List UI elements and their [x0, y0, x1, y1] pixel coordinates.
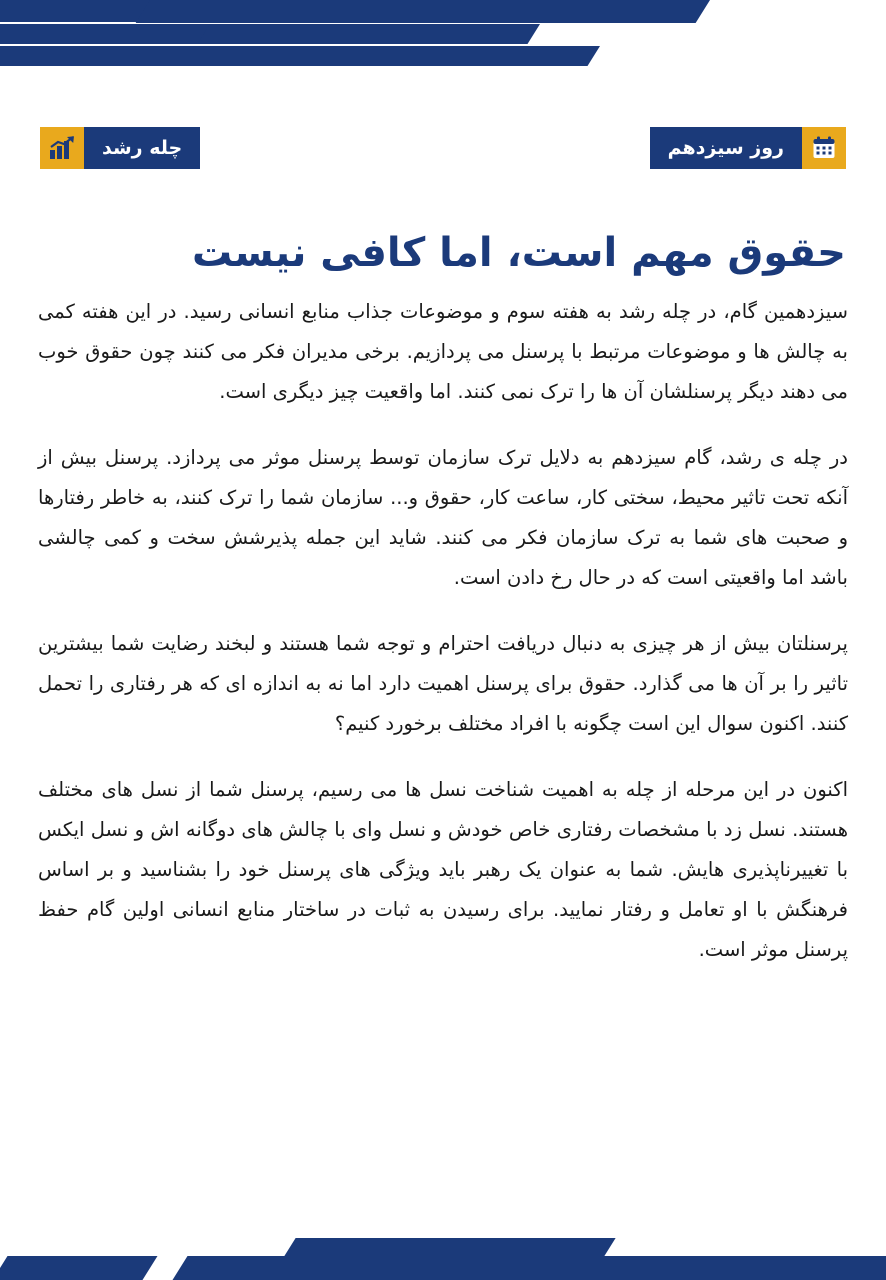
- day-badge-label: روز سیزدهم: [650, 127, 802, 169]
- deco-stripe-4: [198, 24, 540, 44]
- deco-stripe-2: [136, 0, 710, 23]
- deco-stripe-5: [0, 46, 600, 66]
- brand-label: چله رشد: [84, 127, 200, 169]
- deco-stripe-bottom-1: [284, 1238, 615, 1256]
- top-decoration-banner: [0, 0, 886, 70]
- day-badge: [650, 127, 846, 169]
- article-body: [0, 292, 886, 970]
- paragraph-1: سیزدهمین گام، در چله رشد به هفته سوم و موضوعات جذاب منابع انسانی رسید. در این هفته کمی به چالش ها و موضوعات مرتبط با پرسنل می پردازیم. برخی مدیران فکر می کنند چون حقوق خوب می دهند دیگر پرسنلشان آن ها را ترک نمی کنند. اما واقعیت چیز دیگری است.: [38, 300, 848, 403]
- bottom-decoration-banner: [0, 1220, 886, 1280]
- paragraph-4: اکنون در این مرحله از چله به اهمیت شناخت نسل ها می رسیم، پرسنل شما از نسل های مختلف هستند. نسل زد با مشخصات رفتاری خاص خودش و نسل وای با چالش های دوگانه اش و نسل ایکس با تغییرناپذیری هایش. شما به عنوان یک رهبر باید ویژگی های پرسنل خود را بشناسید و بر اساس فرهنگش با او تعامل و رفتار نمایید. برای رسیدن به ثبات در ساختار منابع انسانی اولین گام حفظ پرسنل موثر است.: [38, 777, 848, 961]
- brand-badge: [40, 127, 200, 169]
- paragraph-3: پرسنلتان بیش از هر چیزی به دنبال دریافت احترام و توجه شما هستند و لبخند رضایت شما بیشترین تاثیر را بر آن ها می گذارد. حقوق برای پرسنل اهمیت دارد اما نه به اندازه ای که هر رفتاری را تحمل کنند. اکنون سوال این است چگونه با افراد مختلف برخورد کنیم؟: [38, 631, 848, 735]
- calendar-icon: [802, 127, 846, 169]
- deco-stripe-bottom-2: [173, 1256, 886, 1280]
- header-row: [0, 125, 886, 171]
- page-title: حقوق مهم است، اما کافی نیست: [191, 229, 846, 276]
- paragraph-2: در چله ی رشد، گام سیزدهم به دلایل ترک سازمان توسط پرسنل موثر می پردازد. پرسنل بیش از آنکه تحت تاثیر محیط، سختی کار، ساعت کار، حقوق و... سازمان شما را ترک کنند، به خاطر رفتارها و صحبت های شما به ترک سازمان فکر می کنند. شاید این جمله پذیرشش سخت و کمی چالشی باشد اما واقعیتی است که در حال رخ دادن است.: [38, 445, 848, 589]
- deco-stripe-bottom-3: [0, 1256, 157, 1280]
- growth-chart-icon: [40, 127, 84, 169]
